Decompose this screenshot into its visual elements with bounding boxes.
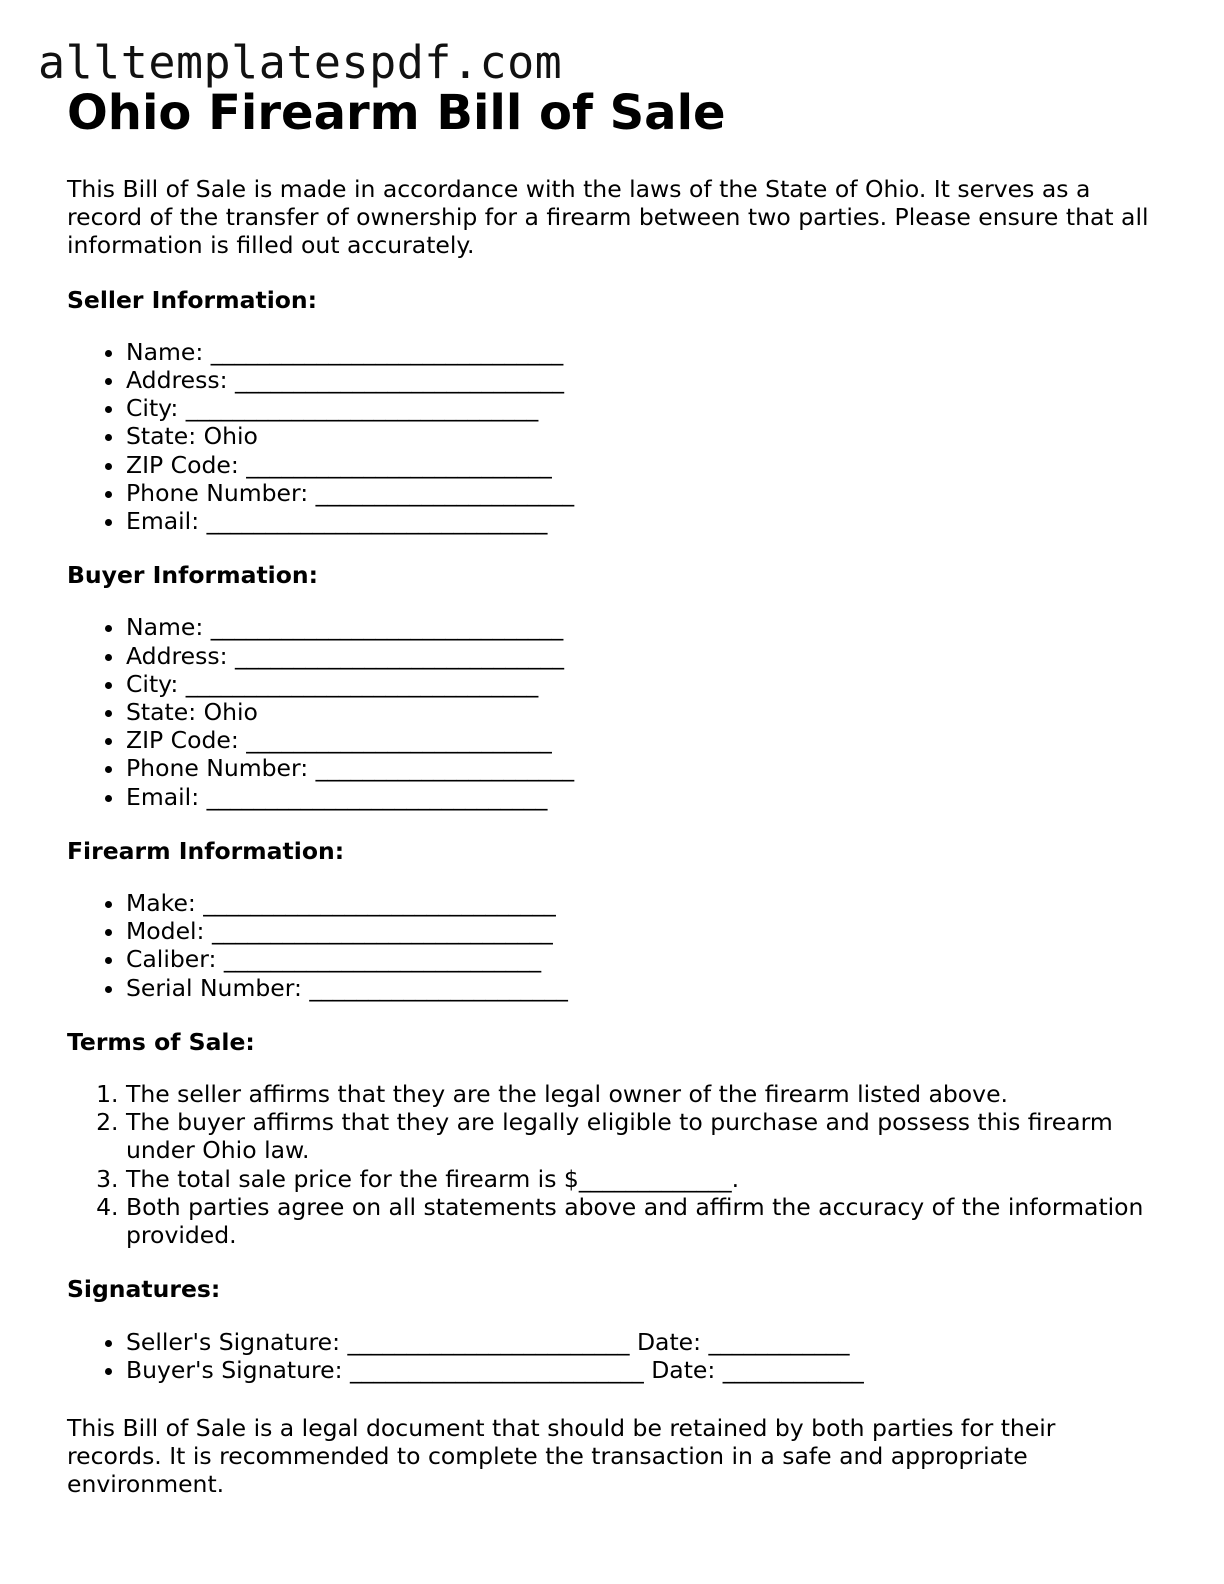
term-item: 4. Both parties agree on all statements above and affirm the accuracy of the information provided. [126, 1193, 1157, 1249]
buyer-email-field: • Email: _____________________________ [126, 783, 1157, 811]
buyer-address-field: • Address: ____________________________ [126, 642, 1157, 670]
seller-field-list [67, 338, 1157, 535]
buyer-section [67, 561, 1157, 811]
seller-phone-field: • Phone Number: ______________________ [126, 479, 1157, 507]
term-item: 3. The total sale price for the firearm is $_____________. [126, 1165, 1157, 1193]
signature-list [67, 1328, 1157, 1384]
firearm-caliber-field: • Caliber: ___________________________ [126, 945, 1157, 973]
seller-section [67, 286, 1157, 536]
seller-state-field: • State: Ohio [126, 422, 1157, 450]
buyer-phone-field: • Phone Number: ______________________ [126, 754, 1157, 782]
buyer-field-list [67, 613, 1157, 810]
firearm-heading: Firearm Information: [67, 836, 345, 865]
firearm-serial-field: • Serial Number: ______________________ [126, 974, 1157, 1002]
seller-zip-field: • ZIP Code: __________________________ [126, 451, 1157, 479]
closing-paragraph: This Bill of Sale is a legal document that should be retained by both parties for their records. It is recommended to complete the transaction in a safe and appropriate environment. [67, 1413, 1056, 1499]
terms-heading: Terms of Sale: [67, 1027, 255, 1056]
term-item: 2. The buyer affirms that they are legally eligible to purchase and possess this firearm under Ohio law. [126, 1108, 1157, 1164]
buyer-zip-field: • ZIP Code: __________________________ [126, 726, 1157, 754]
buyer-state-field: • State: Ohio [126, 698, 1157, 726]
signatures-section [67, 1275, 1157, 1384]
terms-section [67, 1028, 1157, 1249]
term-item: 1. The seller affirms that they are the legal owner of the firearm listed above. [126, 1080, 1157, 1108]
watermark-text: alltemplatespdf.com [38, 36, 563, 89]
seller-city-field: • City: ______________________________ [126, 394, 1157, 422]
seller-name-field: • Name: ______________________________ [126, 338, 1157, 366]
seller-signature-line: • Seller's Signature: ________________________ Date: ____________ [126, 1328, 1157, 1356]
buyer-heading: Buyer Information: [67, 561, 319, 590]
terms-list [67, 1080, 1157, 1249]
buyer-name-field: • Name: ______________________________ [126, 613, 1157, 641]
buyer-signature-line: • Buyer's Signature: _________________________ Date: ____________ [126, 1356, 1157, 1384]
document-title: Ohio Firearm Bill of Sale [67, 85, 726, 141]
signatures-heading: Signatures: [67, 1275, 221, 1304]
firearm-section [67, 837, 1157, 1002]
buyer-city-field: • City: ______________________________ [126, 670, 1157, 698]
seller-address-field: • Address: ____________________________ [126, 366, 1157, 394]
firearm-field-list [67, 889, 1157, 1002]
seller-heading: Seller Information: [67, 285, 318, 314]
intro-paragraph: This Bill of Sale is made in accordance with the laws of the State of Ohio. It serves as a record of the transfer of ownership for a firearm between two parties. Please ensure that all information is filled out accurately. [67, 175, 1149, 260]
firearm-model-field: • Model: _____________________________ [126, 917, 1157, 945]
seller-email-field: • Email: _____________________________ [126, 507, 1157, 535]
firearm-make-field: • Make: ______________________________ [126, 889, 1157, 917]
document-page [67, 84, 1157, 1499]
